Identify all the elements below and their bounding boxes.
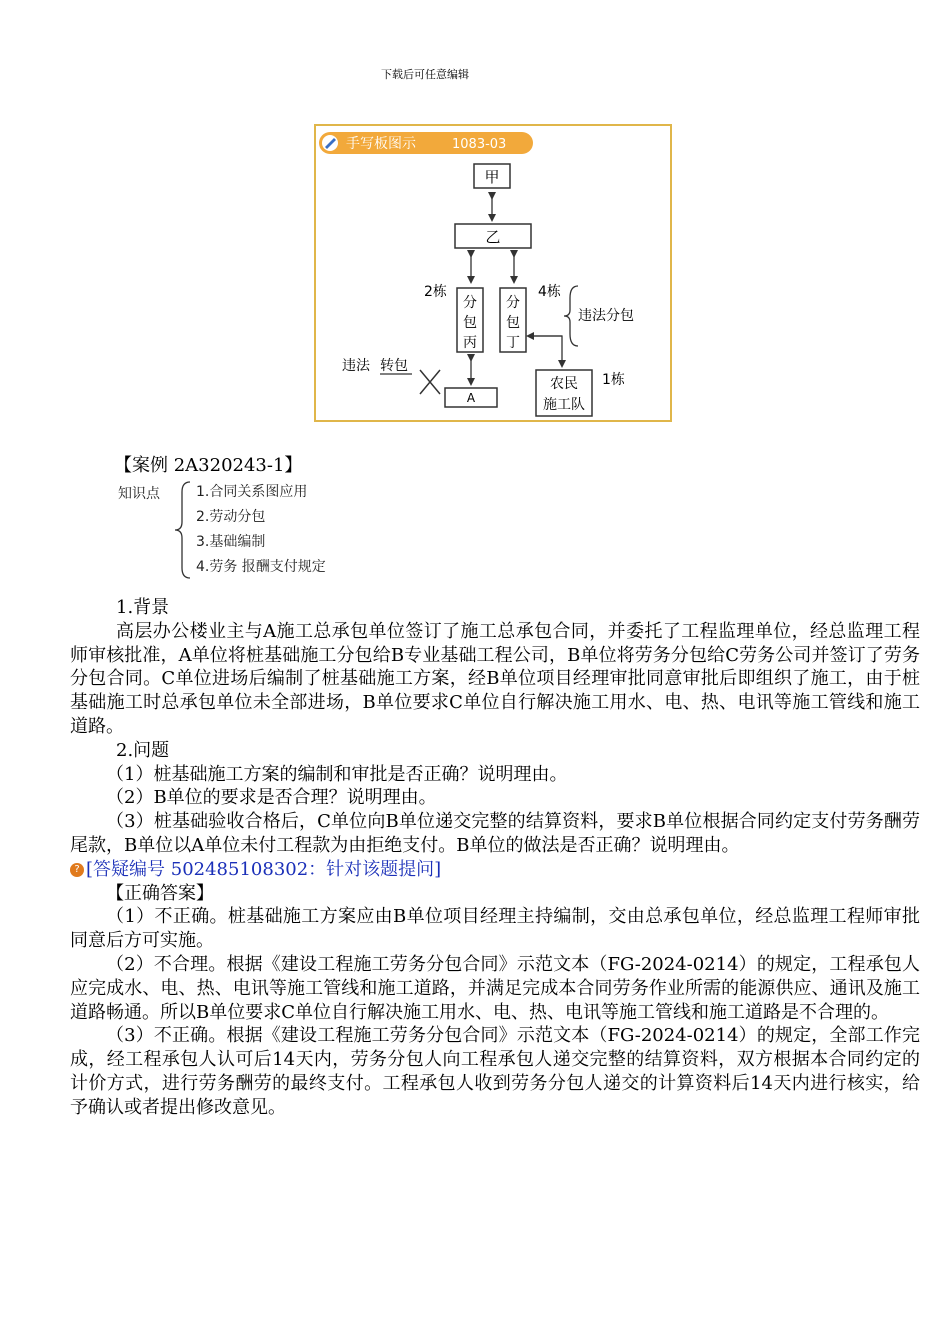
question-1: （1）桩基础施工方案的编制和审批是否正确？说明理由。: [106, 763, 568, 785]
qa-link-text[interactable]: [答疑编号 502485108302：针对该题提问]: [86, 858, 442, 880]
answer-title: 【正确答案】: [106, 882, 214, 904]
answer-3: （3）不正确。根据《建设工程施工劳务分包合同》示范文本（FG-2024-0214）的规定，全部工作完成，经工程承包人认可后14天内，劳务分包人向工程承包人递交完整的结算资料，双方根据本合同约定的计价方式，进行劳务酬劳的最终支付。工程承包人收到劳务分包人递交的计算资料后14天内进行核实，给予确认或者提出修改意见。: [70, 1025, 920, 1118]
section-question-title: 2.问题: [116, 739, 170, 761]
question-icon: ?: [70, 863, 84, 877]
diagram-canvas: [316, 126, 674, 424]
page-header: 下载后可任意编辑: [381, 68, 469, 81]
node-yi-label: 乙: [485, 228, 501, 246]
label-4dong: 4栋: [538, 284, 561, 300]
case-title: 【案例 2A320243-1】: [114, 455, 303, 476]
label-weifa: 违法: [342, 358, 370, 374]
answer-2: （2）不合理。根据《建设工程施工劳务分包合同》示范文本（FG-2024-0214）的规定，工程承包人应完成水、电、热、电讯等施工管线和施工道路，并满足完成本合同劳务作业所需的能源供应、通讯及施工道路畅通。所以B单位要求C单位自行解决施工用水、电、热、电讯等施工管线和施工道路是不合理的。: [70, 953, 920, 1023]
question-2: （2）B单位的要求是否合理？说明理由。: [106, 787, 437, 809]
label-weifa-fenbao: 违法分包: [578, 308, 634, 324]
node-ding-char: 丁: [506, 335, 520, 351]
background-paragraph: 高层办公楼业主与A施工总承包单位签订了施工总承包合同，并委托了工程监理单位，经总监理工程师审核批准，A单位将桩基础施工分包给B专业基础工程公司，B单位将劳务分包给C劳务公司并签订了劳务分包合同。C单位进场后编制了桩基础施工方案，经B单位项目经理审批同意审批后即组织了施工，由于桩基础施工时总承包单位未全部进场，B单位要求C单位自行解决施工用水、电、热、电讯等施工管线和施工道路。: [70, 620, 920, 737]
contract-diagram: [314, 124, 672, 422]
brace-weifa-fenbao: [564, 286, 578, 346]
diagram-tag-code: 1083-03: [452, 137, 507, 152]
label-2dong: 2栋: [424, 284, 447, 300]
node-a-label: A: [466, 391, 476, 405]
node-bing-char: 分: [463, 295, 477, 311]
label-zhuanbao: 转包: [380, 358, 408, 374]
knowledge-brace: [172, 480, 196, 580]
knowledge-item: 1.合同关系图应用: [196, 484, 308, 500]
node-nongmin-line: 农民: [550, 376, 578, 392]
answer-1: （1）不正确。桩基础施工方案应由B单位项目经理主持编制，交由总承包单位，经总监理工程师审批同意后方可实施。: [70, 906, 920, 952]
node-ding-char: 分: [506, 295, 520, 311]
node-nongmin-line: 施工队: [543, 397, 585, 413]
qa-link[interactable]: [70, 858, 920, 882]
section-background-title: 1.背景: [116, 597, 170, 618]
knowledge-item: 4.劳务 报酬支付规定: [196, 559, 326, 575]
knowledge-label: 知识点: [118, 486, 160, 502]
document-body: [70, 596, 920, 1120]
node-ding-char: 包: [506, 315, 520, 331]
knowledge-item: 2.劳动分包: [196, 509, 266, 525]
node-jia-label: 甲: [484, 168, 500, 186]
question-3: （3）桩基础验收合格后，C单位向B单位递交完整的结算资料，要求B单位根据合同约定支付劳务酬劳尾款，B单位以A单位未付工程款为由拒绝支付。B单位的做法是否正确？说明理由。: [70, 811, 920, 856]
node-bing-char: 包: [463, 315, 477, 331]
arrow-ding-nongmin: [530, 336, 562, 364]
node-bing-char: 丙: [463, 335, 477, 351]
diagram-tag-title: 手写板图示: [346, 136, 416, 152]
label-1dong: 1栋: [602, 372, 625, 388]
knowledge-item: 3.基础编制: [196, 534, 266, 550]
